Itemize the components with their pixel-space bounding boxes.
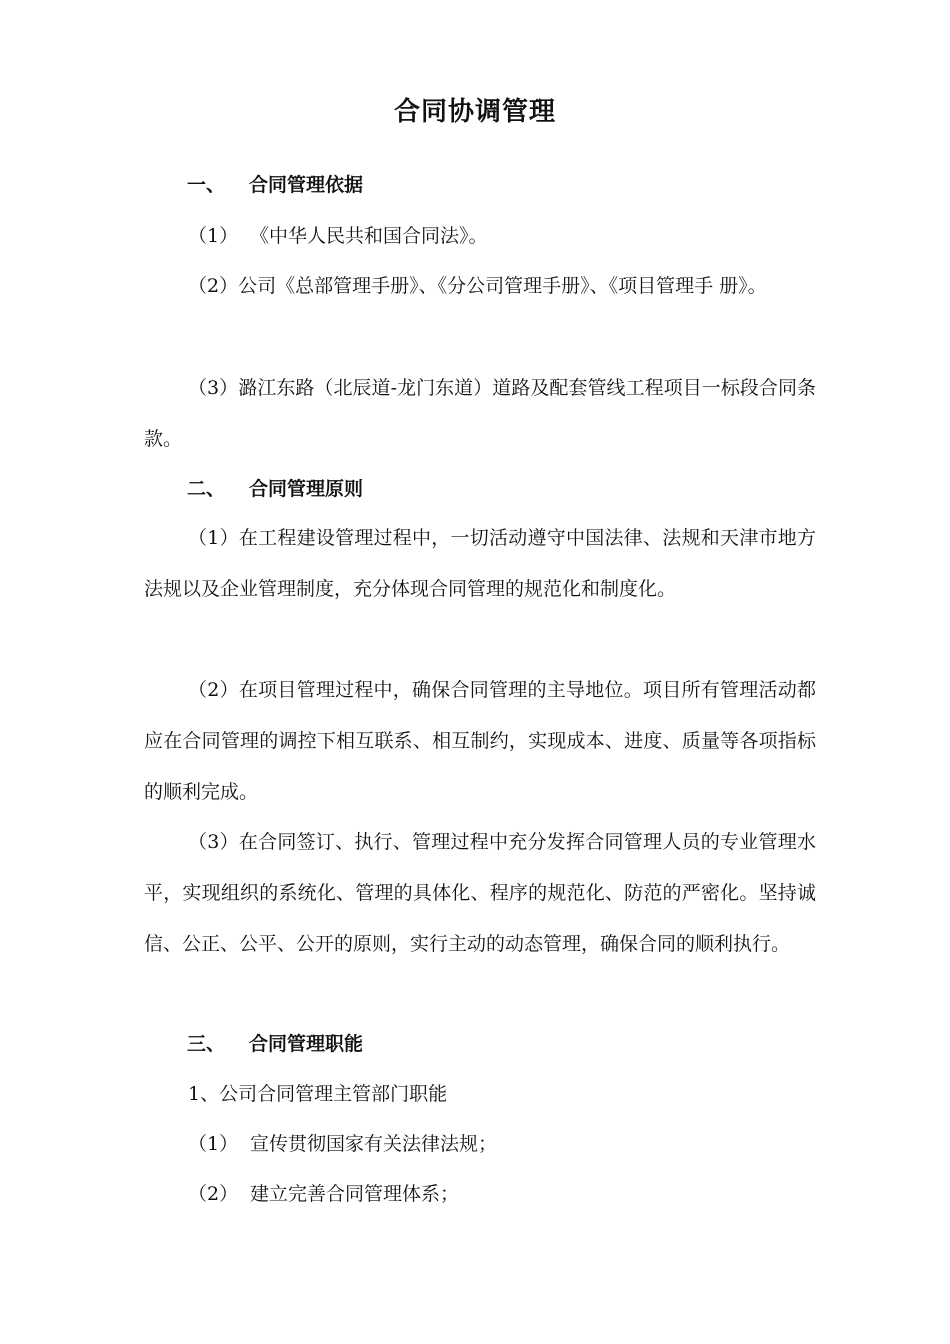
item-text: 宣传贯彻国家有关法律法规； xyxy=(250,1133,498,1155)
item-label: （1） xyxy=(188,1133,239,1155)
section-title: 合同管理职能 xyxy=(249,1033,364,1055)
subheading: 1、公司合同管理主管部门职能 xyxy=(188,1083,448,1105)
paragraph: （1）在工程建设管理过程中，一切活动遵守中国法律、法规和天津市地方法规以及企业管理制度，充分体现合同管理的规范化和制度化。 xyxy=(144,527,816,600)
paragraph: （3）在合同签订、执行、管理过程中充分发挥合同管理人员的专业管理水平，实现组织的系统化、管理的具体化、程序的规范化、防范的严密化。坚持诚信、公正、公平、公开的原则，实行主动的动态管理，确保合同的顺利执行。 xyxy=(144,831,816,955)
list-item xyxy=(188,1179,459,1209)
section-number: 三、 xyxy=(187,1033,226,1055)
section-number: 二、 xyxy=(187,478,226,500)
item-label: （2） xyxy=(188,1183,239,1205)
paragraph: （2）在项目管理过程中，确保合同管理的主导地位。项目所有管理活动都应在合同管理的调控下相互联系、相互制约，实现成本、进度、质量等各项指标的顺利完成。 xyxy=(144,679,816,803)
item-label: （1） xyxy=(188,225,239,247)
item-text: 建立完善合同管理体系； xyxy=(250,1183,460,1205)
section-heading-1 xyxy=(187,170,363,200)
section-number: 一、 xyxy=(187,174,226,196)
list-item xyxy=(188,1129,497,1159)
item-text: 《中华人民共和国合同法》。 xyxy=(250,225,488,247)
section-title: 合同管理原则 xyxy=(249,478,364,500)
section-title: 合同管理依据 xyxy=(249,174,364,196)
document-title: 合同协调管理 xyxy=(393,97,556,127)
list-item xyxy=(188,221,488,251)
section-heading-2 xyxy=(187,474,363,504)
paragraph: （3）潞江东路（北辰道-龙门东道）道路及配套管线工程项目一标段合同条款。 xyxy=(144,377,816,450)
paragraph: （2）公司《总部管理手册》、《分公司管理手册》、《项目管理手 册》。 xyxy=(188,275,767,297)
section-heading-3 xyxy=(187,1029,363,1059)
